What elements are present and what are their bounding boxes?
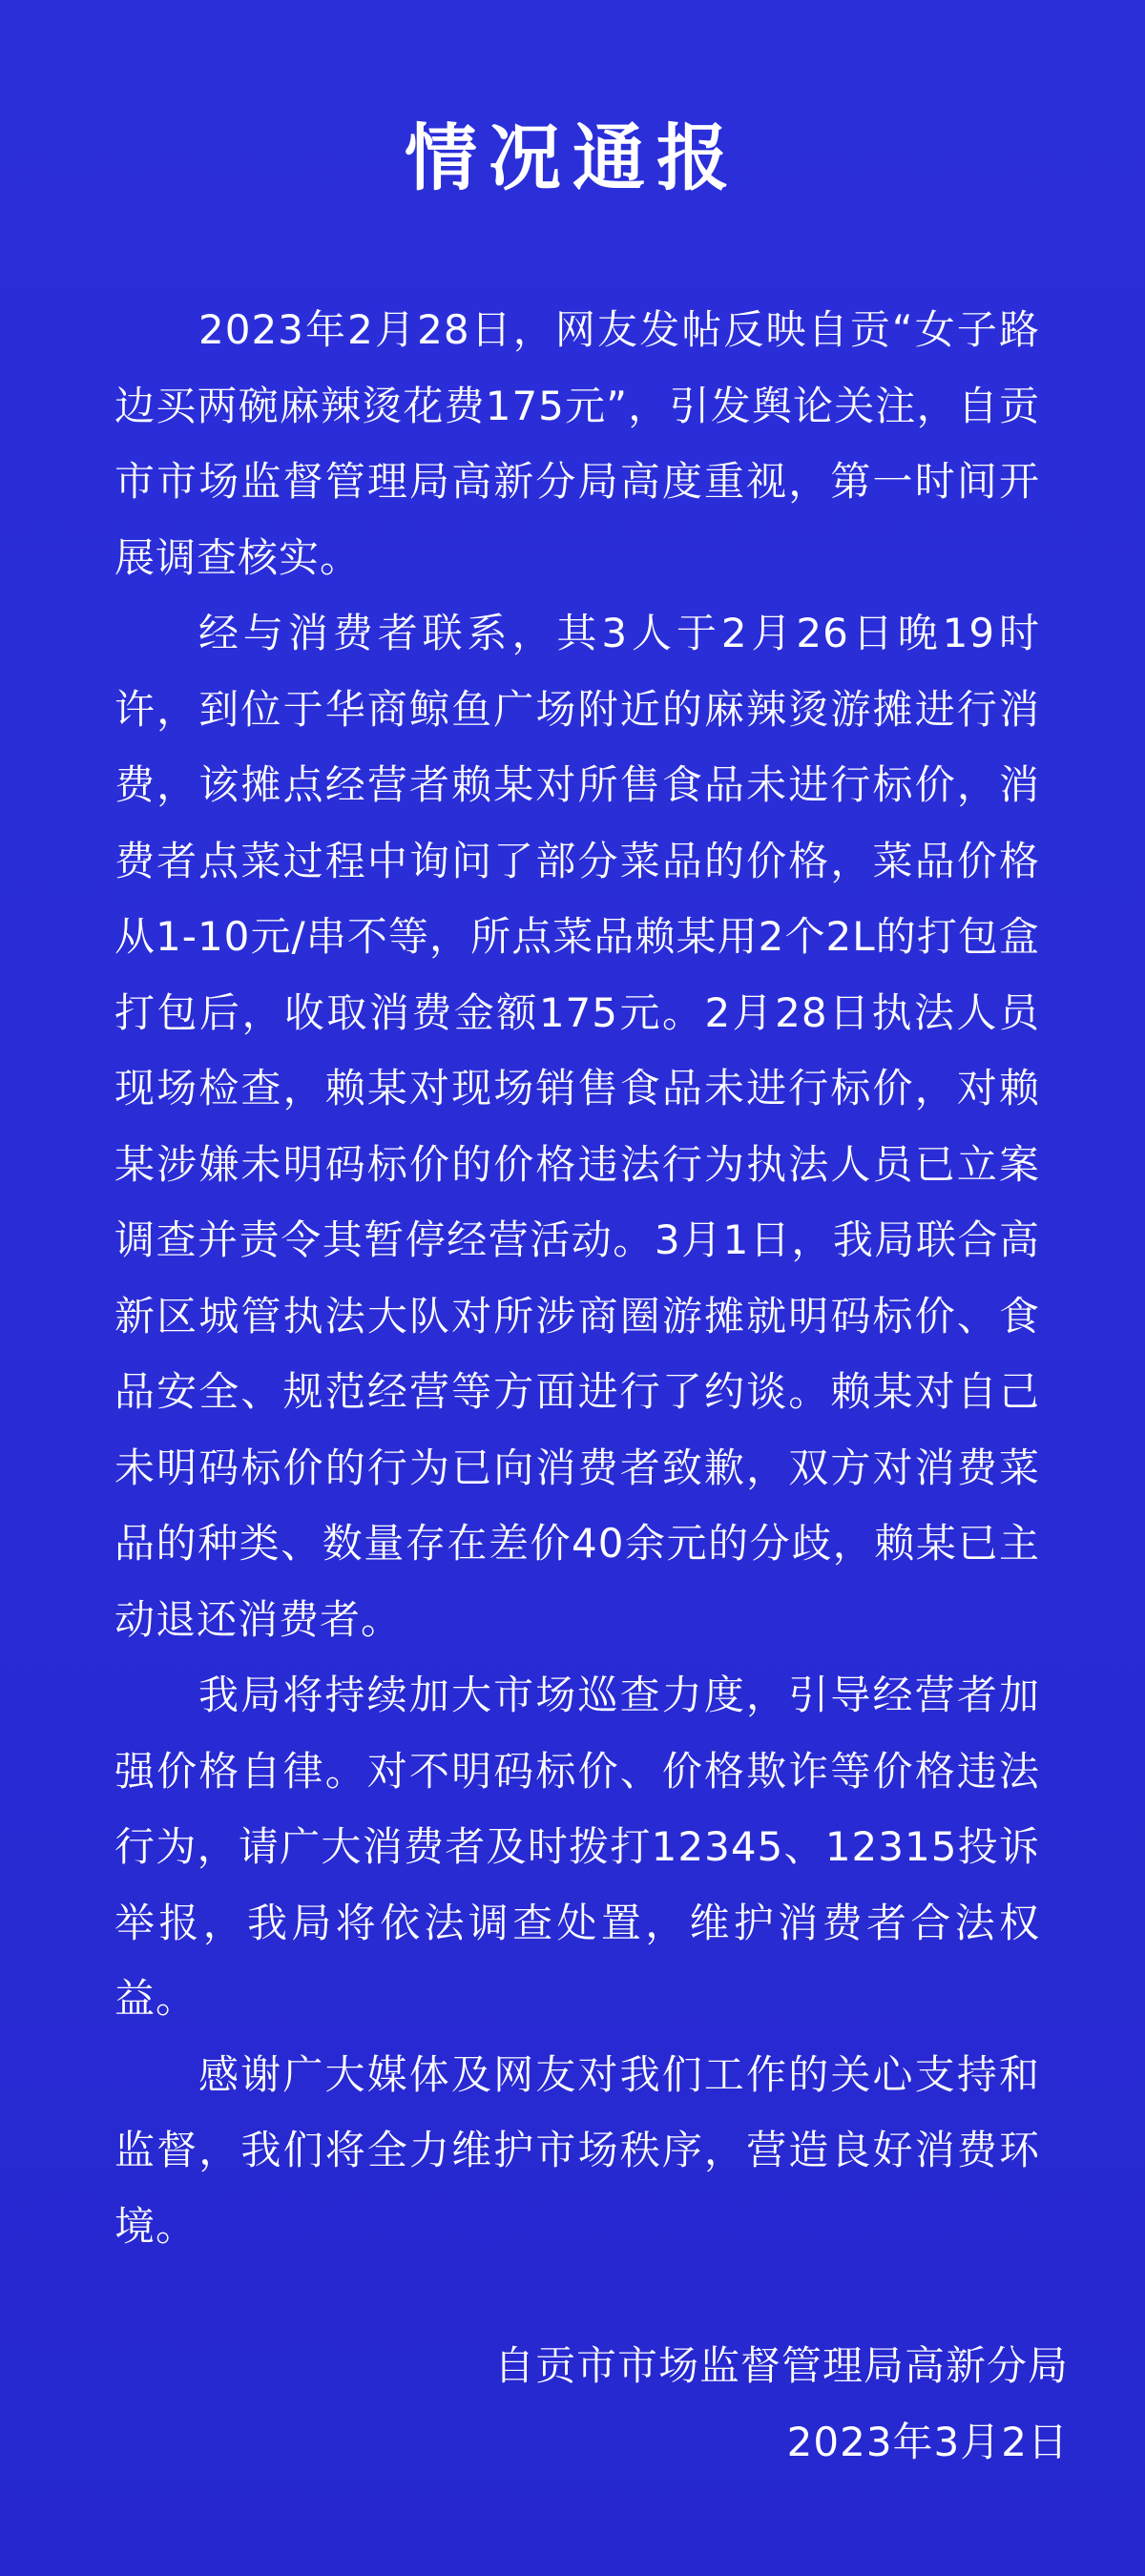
issue-date: 2023年3月2日 xyxy=(786,2419,1069,2465)
notice-paragraph-1: 2023年2月28日，网友发帖反映自贡“女子路边买两碗麻辣烫花费175元”，引发舆论关注，自贡市市场监督管理局高新分局高度重视，第一时间开展调查核实。 xyxy=(114,306,1040,581)
notice-body xyxy=(114,292,1040,2264)
notice-title: 情况通报 xyxy=(405,115,740,200)
notice-paragraph-3: 我局将持续加大市场巡查力度，引导经营者加强价格自律。对不明码标价、价格欺诈等价格违法行为，请广大消费者及时拨打12345、12315投诉举报，我局将依法调查处置，维护消费者合法权益。 xyxy=(114,1672,1040,2022)
issuer-name: 自贡市市场监督管理局高新分局 xyxy=(493,2342,1069,2389)
notice-paragraph-4: 感谢广大媒体及网友对我们工作的关心支持和监督，我们将全力维护市场秩序，营造良好消费环境。 xyxy=(114,2050,1040,2250)
notice-signature xyxy=(494,2328,1069,2481)
notice-paragraph-2: 经与消费者联系，其3人于2月26日晚19时许，到位于华商鲸鱼广场附近的麻辣烫游摊进行消费，该摊点经营者赖某对所售食品未进行标价，消费者点菜过程中询问了部分菜品的价格，菜品价格从1-10元/串不等，所点菜品赖某用2个2L的打包盒打包后，收取消费金额175元。2月28日执法人员现场检查，赖某对现场销售食品未进行标价，对赖某涉嫌未明码标价的价格违法行为执法人员已立案调查并责令其暂停经营活动。3月1日，我局联合高新区城管执法大队对所涉商圈游摊就明码标价、食品安全、规范经营等方面进行了约谈。赖某对自己未明码标价的行为已向消费者致歉，双方对消费菜品的种类、数量存在差价40余元的分歧，赖某已主动退还消费者。 xyxy=(114,610,1040,1643)
